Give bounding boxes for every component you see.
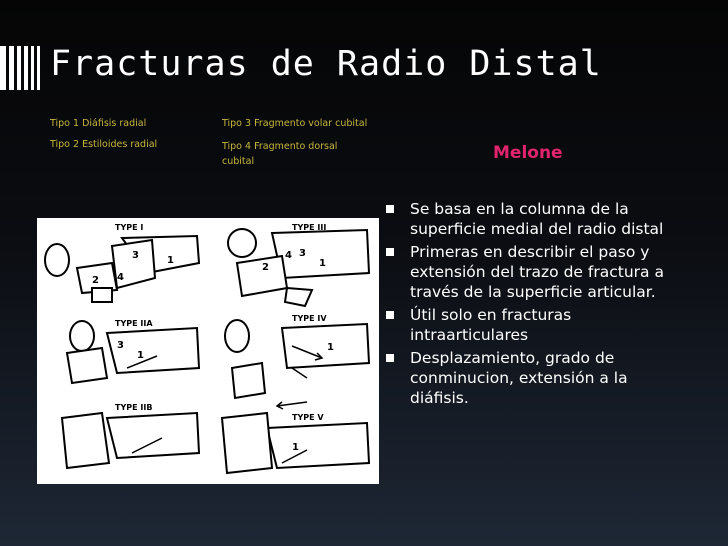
volar-fragment-type-iii <box>285 288 312 306</box>
bullet-text: Primeras en describir el paso y extensión del trazo de fractura a través de la superficie articular. <box>410 243 664 301</box>
bullet-item <box>384 305 684 345</box>
scaphoid-type-i <box>45 244 69 276</box>
bullet-square-icon <box>386 311 394 319</box>
carpal-bone-type-iv <box>225 320 249 352</box>
bullet-square-icon <box>386 248 394 256</box>
fragment-number: 3 <box>117 340 124 351</box>
bullet-item <box>384 242 684 302</box>
bullet-text: Útil solo en fracturas intraarticulares <box>410 306 572 344</box>
bullet-list <box>384 199 684 411</box>
bullet-text: Se basa en la columna de la superficie medial del radio distal <box>410 200 664 238</box>
bullet-item <box>384 348 684 408</box>
bullet-square-icon <box>386 205 394 213</box>
type-2-label: Tipo 2 Estiloides radial <box>50 139 158 150</box>
type-1-label: Tipo 1 Diáfisis radial <box>50 118 147 129</box>
bullet-item <box>384 199 684 239</box>
radius-shaft-type-v <box>267 423 369 468</box>
fragment-number: 4 <box>117 272 124 283</box>
type-3-label: Tipo 3 Fragmento volar cubital <box>222 118 368 129</box>
type-4-label: Tipo 4 Fragmento dorsal cubital <box>222 141 338 167</box>
carpal-block-type-iia <box>67 348 107 383</box>
bullet-square-icon <box>386 354 394 362</box>
fragment-number: 3 <box>132 250 139 261</box>
carpal-block-type-v <box>222 413 272 473</box>
carpal-block-type-iib <box>62 413 109 468</box>
radius-shaft-type-iv <box>282 324 369 368</box>
fragment-number: 2 <box>92 275 99 286</box>
figure-label-type-iia: TYPE IIA <box>115 319 153 328</box>
fragment-number: 1 <box>167 255 174 266</box>
figure-label-type-iii: TYPE III <box>292 223 327 232</box>
bullet-text: Desplazamiento, grado de conminucion, extensión a la diáfisis. <box>410 349 628 407</box>
fracture-line <box>292 368 307 378</box>
melone-classification-figure <box>37 218 379 484</box>
fragment-number: 2 <box>262 262 269 273</box>
figure-label-type-v: TYPE V <box>292 413 324 422</box>
fragment-number: 1 <box>137 350 144 361</box>
carpal-bone-type-iia <box>70 321 94 351</box>
title-decoration <box>0 46 46 90</box>
fragment-number: 1 <box>319 258 326 269</box>
fragment-type-iv <box>232 363 265 398</box>
fracture-diagram <box>37 218 379 484</box>
classification-heading: Melone <box>493 143 563 163</box>
fragment-number: 1 <box>327 342 334 353</box>
fragment-number: 3 <box>299 248 306 259</box>
slide-title: Fracturas de Radio Distal <box>50 44 602 84</box>
figure-label-type-iib: TYPE IIB <box>115 403 153 412</box>
scaphoid-type-iii <box>228 229 256 257</box>
fragment-number: 1 <box>292 442 299 453</box>
figure-label-type-iv: TYPE IV <box>292 314 327 323</box>
fragment-number: 4 <box>285 250 292 261</box>
fragment-type-i <box>92 288 112 302</box>
figure-label-type-i: TYPE I <box>115 223 144 232</box>
radius-shaft-type-iib <box>107 413 199 458</box>
